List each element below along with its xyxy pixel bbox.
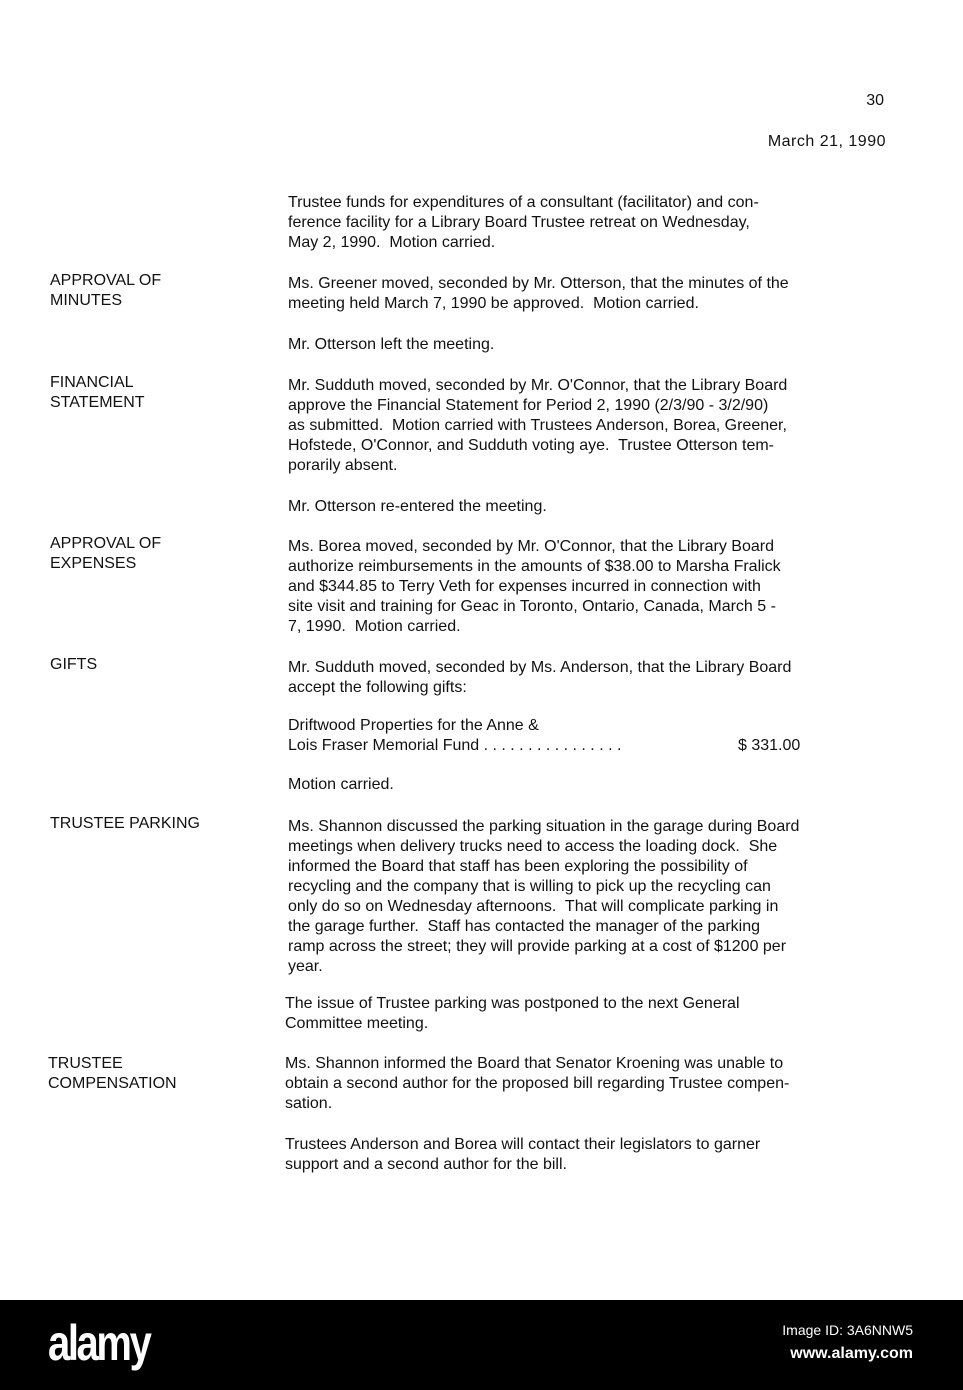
paragraph-line <box>288 577 888 597</box>
paragraph-line <box>288 274 888 294</box>
line-text: support and a second author for the bill. <box>285 1156 567 1173</box>
line-text: Ms. Greener moved, seconded by Mr. Otterson, that the minutes of the <box>288 275 789 292</box>
line-text: Trustee funds for expenditures of a consultant (facilitator) and con- <box>288 194 759 211</box>
section-paragraph <box>288 716 888 756</box>
paragraph-line <box>288 877 888 897</box>
section-paragraph <box>288 335 888 355</box>
section-paragraph <box>288 193 888 253</box>
section-label <box>48 1054 177 1094</box>
paragraph-line <box>288 937 888 957</box>
line-text: Mr. Sudduth moved, seconded by Mr. O'Connor, that the Library Board <box>288 377 788 394</box>
section-label-line: APPROVAL OF <box>50 272 162 289</box>
section-paragraph <box>288 376 888 476</box>
line-text: only do so on Wednesday afternoons. That will complicate parking in <box>288 898 779 915</box>
paragraph-line <box>285 1135 885 1155</box>
line-text: and $344.85 to Terry Veth for expenses incurred in connection with <box>288 578 761 595</box>
paragraph-line <box>285 1155 885 1175</box>
page-number: 30 <box>866 92 884 109</box>
line-text: approve the Financial Statement for Period 2, 1990 (2/3/90 - 3/2/90) <box>288 397 769 414</box>
line-text: May 2, 1990. Motion carried. <box>288 234 496 251</box>
line-text: year. <box>288 958 323 975</box>
line-text: site visit and training for Geac in Toronto, Ontario, Canada, March 5 - <box>288 598 776 615</box>
paragraph-line <box>288 917 888 937</box>
line-text: Driftwood Properties for the Anne & <box>288 717 539 734</box>
section-paragraph <box>285 1135 885 1175</box>
line-text: as submitted. Motion carried with Trustees Anderson, Borea, Greener, <box>288 417 787 434</box>
section-label <box>50 814 200 834</box>
line-text: the garage further. Staff has contacted the manager of the parking <box>288 918 761 935</box>
line-text: authorize reimbursements in the amounts of $38.00 to Marsha Fralick <box>288 558 781 575</box>
paragraph-line <box>288 837 888 857</box>
section-label-line: APPROVAL OF <box>50 535 162 552</box>
section-label-line: GIFTS <box>50 656 98 673</box>
paragraph-line <box>288 597 888 617</box>
line-text: sation. <box>285 1095 333 1112</box>
paragraph-line <box>288 233 888 253</box>
image-id: Image ID: 3A6NNW5 <box>782 1322 913 1338</box>
paragraph-line <box>288 775 888 795</box>
paragraph-line <box>285 994 885 1014</box>
alamy-logo: alamy <box>48 1315 150 1371</box>
section-label-line: TRUSTEE PARKING <box>50 815 200 832</box>
line-text: Ms. Shannon discussed the parking situation in the garage during Board <box>288 818 800 835</box>
section-paragraph <box>288 274 888 314</box>
line-text: Trustees Anderson and Borea will contact their legislators to garner <box>285 1136 761 1153</box>
section-label-line: TRUSTEE <box>48 1055 123 1072</box>
paragraph-line <box>288 658 888 678</box>
section-label-line: MINUTES <box>50 292 122 309</box>
paragraph-line <box>288 897 888 917</box>
line-text: meeting held March 7, 1990 be approved. Motion carried. <box>288 295 699 312</box>
paragraph-line <box>288 678 888 698</box>
gift-amount: $ 331.00 <box>738 737 801 754</box>
line-text: obtain a second author for the proposed bill regarding Trustee compen- <box>285 1075 790 1092</box>
section-label-line: FINANCIAL <box>50 374 134 391</box>
line-text: Motion carried. <box>288 776 394 793</box>
line-text: The issue of Trustee parking was postponed to the next General <box>285 995 740 1012</box>
section-paragraph <box>288 537 888 637</box>
paragraph-line <box>288 716 888 736</box>
paragraph-line <box>285 1054 885 1074</box>
line-text: 7, 1990. Motion carried. <box>288 618 461 635</box>
paragraph-line <box>288 736 888 756</box>
section-paragraph <box>285 1054 885 1114</box>
section-label <box>50 373 145 413</box>
line-text: Ms. Shannon informed the Board that Senator Kroening was unable to <box>285 1055 784 1072</box>
line-text: Committee meeting. <box>285 1015 429 1032</box>
section-paragraph <box>285 994 885 1034</box>
paragraph-line <box>288 213 888 233</box>
paragraph-line <box>285 1074 885 1094</box>
line-text: Hofstede, O'Connor, and Sudduth voting aye. Trustee Otterson tem- <box>288 437 774 454</box>
line-text: Mr. Otterson left the meeting. <box>288 336 495 353</box>
line-text: Ms. Borea moved, seconded by Mr. O'Connor, that the Library Board <box>288 538 774 555</box>
line-text: Mr. Otterson re-entered the meeting. <box>288 498 547 515</box>
paragraph-line <box>288 376 888 396</box>
line-text: accept the following gifts: <box>288 679 467 696</box>
paragraph-line <box>288 193 888 213</box>
line-text: Mr. Sudduth moved, seconded by Ms. Anderson, that the Library Board <box>288 659 792 676</box>
paragraph-line <box>288 416 888 436</box>
paragraph-line <box>288 436 888 456</box>
section-paragraph <box>288 658 888 698</box>
paragraph-line <box>288 557 888 577</box>
paragraph-line <box>288 617 888 637</box>
paragraph-line <box>288 857 888 877</box>
paragraph-line <box>288 537 888 557</box>
section-paragraph <box>288 775 888 795</box>
section-label-line: EXPENSES <box>50 555 137 572</box>
section-label <box>50 655 97 675</box>
line-text: recycling and the company that is willing to pick up the recycling can <box>288 878 771 895</box>
paragraph-line <box>288 456 888 476</box>
section-paragraph <box>288 497 888 517</box>
meeting-date: March 21, 1990 <box>767 133 886 150</box>
line-text: ramp across the street; they will provide parking at a cost of $1200 per <box>288 938 787 955</box>
line-text: meetings when delivery trucks need to access the loading dock. She <box>288 838 778 855</box>
line-text: porarily absent. <box>288 457 398 474</box>
section-label <box>50 271 161 311</box>
paragraph-line <box>288 817 888 837</box>
section-label-line: STATEMENT <box>50 394 145 411</box>
line-text: informed the Board that staff has been exploring the possibility of <box>288 858 748 875</box>
paragraph-line <box>288 294 888 314</box>
paragraph-line <box>288 335 888 355</box>
section-paragraph <box>288 817 888 977</box>
paragraph-line <box>288 497 888 517</box>
paragraph-line <box>285 1014 885 1034</box>
line-text: ference facility for a Library Board Trustee retreat on Wednesday, <box>288 214 750 231</box>
watermark-footer <box>0 1300 963 1390</box>
paragraph-line <box>285 1094 885 1114</box>
line-text: Lois Fraser Memorial Fund . . . . . . . . . . . . . . . . <box>288 737 622 754</box>
paragraph-line <box>288 396 888 416</box>
site-url: www.alamy.com <box>790 1345 913 1362</box>
section-label <box>50 534 161 574</box>
paragraph-line <box>288 957 888 977</box>
section-label-line: COMPENSATION <box>48 1075 177 1092</box>
